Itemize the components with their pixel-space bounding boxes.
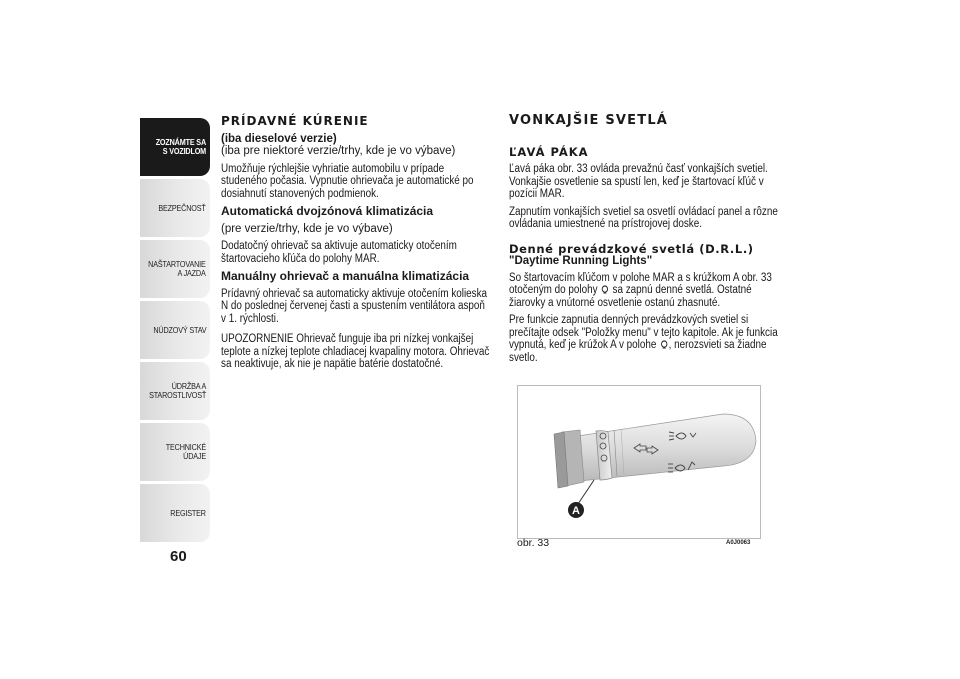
left-lever-illustration — [518, 386, 760, 538]
tab-nastartovanie[interactable] — [140, 240, 210, 298]
availability-note: (iba pre niektoré verzie/trhy, kde je vo výbave) — [221, 145, 456, 157]
paragraph-drl-2: Pre funkcie zapnutia denných prevádzkových svetiel si prečítajte odsek "Položky menu" v tejto kapitole. Ak je funkcia vypnutá, keď je krúžok A v polohe , nerozsvieti sa žiadne svetlo. — [509, 314, 778, 364]
tab-nudzovy-stav[interactable] — [140, 301, 210, 359]
paragraph-lever-2: Zapnutím vonkajších svetiel sa osvetlí ovládací panel a rôzne ovládania umiestnené na prístrojovej doske. — [509, 205, 778, 230]
paragraph-heater: Umožňuje rýchlejšie vyhriatie automobilu v prípade studeného počasia. Vypnutie ohrievača je automatické po dosiahnutí stanovených podmienok. — [221, 162, 474, 200]
tab-technicke-udaje[interactable] — [140, 423, 210, 481]
figure-code: A0J0063 — [726, 540, 751, 546]
tab-register[interactable] — [140, 484, 210, 542]
heading-auto-climate: Automatická dvojzónová klimatizácia — [221, 204, 434, 218]
callout-a-label: A — [572, 505, 580, 517]
page-number: 60 — [170, 548, 187, 565]
tab-label: ZOZNÁMTE SA S VOZIDLOM — [155, 137, 206, 156]
tab-label: NAŠTARTOVANIE A JAZDA — [148, 259, 206, 278]
tab-udrzba[interactable] — [140, 362, 210, 420]
tab-zoznamte-sa[interactable] — [140, 118, 210, 176]
heading-vonkajsie-svetla: VONKAJŠIE SVETLÁ — [509, 113, 669, 128]
availability-note-auto: (pre verzie/trhy, kde je vo výbave) — [221, 222, 393, 235]
paragraph-auto-climate: Dodatočný ohrievač sa aktivuje automaticky otočením štartovacieho kľúča do polohy MAR. — [221, 240, 457, 265]
subheading-drl: "Daytime Running Lights" — [509, 255, 653, 267]
tab-label: BEZPEČNOSŤ — [158, 202, 206, 213]
paragraph-lever-1: Ľavá páka obr. 33 ovláda prevažnú časť vonkajších svetiel. Vonkajšie osvetlenie sa spustí len, keď je štartovací kľúč v pozícii MAR. — [509, 163, 768, 200]
tab-label: NÚDZOVÝ STAV — [152, 324, 206, 335]
tab-bezpecnost[interactable] — [140, 179, 210, 237]
drl-light-icon — [660, 340, 668, 349]
figure-caption: obr. 33 — [517, 537, 550, 549]
tab-label: TECHNICKÉ ÚDAJE — [165, 442, 206, 461]
subheading-diesel: (iba dieselové verzie) — [221, 132, 337, 145]
paragraph-drl-1: So štartovacím kľúčom v polohe MAR a s krúžkom A obr. 33 otočeným do polohy sa zapnú denné svetlá. Ostatné žiarovky a vnútorné osvetlenie ostanú zhasnuté. — [509, 271, 772, 309]
tab-label: ÚDRŽBA A STAROSTLIVOSŤ — [148, 381, 207, 400]
paragraph-manual-climate: Prídavný ohrievač sa automaticky aktivuje otočením kolieska N do poslednej červenej časti a spustením ventilátora aspoň v 1. rýchlosti. — [221, 287, 488, 325]
right-column — [509, 115, 781, 369]
tab-label: REGISTER — [170, 507, 206, 518]
drl-light-icon — [601, 285, 609, 294]
chapter-sidebar — [140, 118, 210, 545]
heading-drl: Denné prevádzkové svetlá (D.R.L.) — [509, 241, 754, 256]
paragraph-warning: UPOZORNENIE Ohrievač funguje iba pri nízkej vonkajšej teplote a nízkej teplote chladiacej kvapaliny motora. Ohrievač sa neaktivuje, ak nie je napätie batérie dostatočné. — [221, 333, 490, 370]
heading-pridavne-kurenie: PRÍDAVNÉ KÚRENIE — [221, 114, 369, 128]
lever-figure — [517, 385, 761, 539]
heading-lava-paka: ĽAVÁ PÁKA — [509, 144, 589, 159]
left-column — [221, 115, 493, 376]
heading-manual-climate: Manuálny ohrievač a manuálna klimatizácia — [221, 269, 470, 283]
